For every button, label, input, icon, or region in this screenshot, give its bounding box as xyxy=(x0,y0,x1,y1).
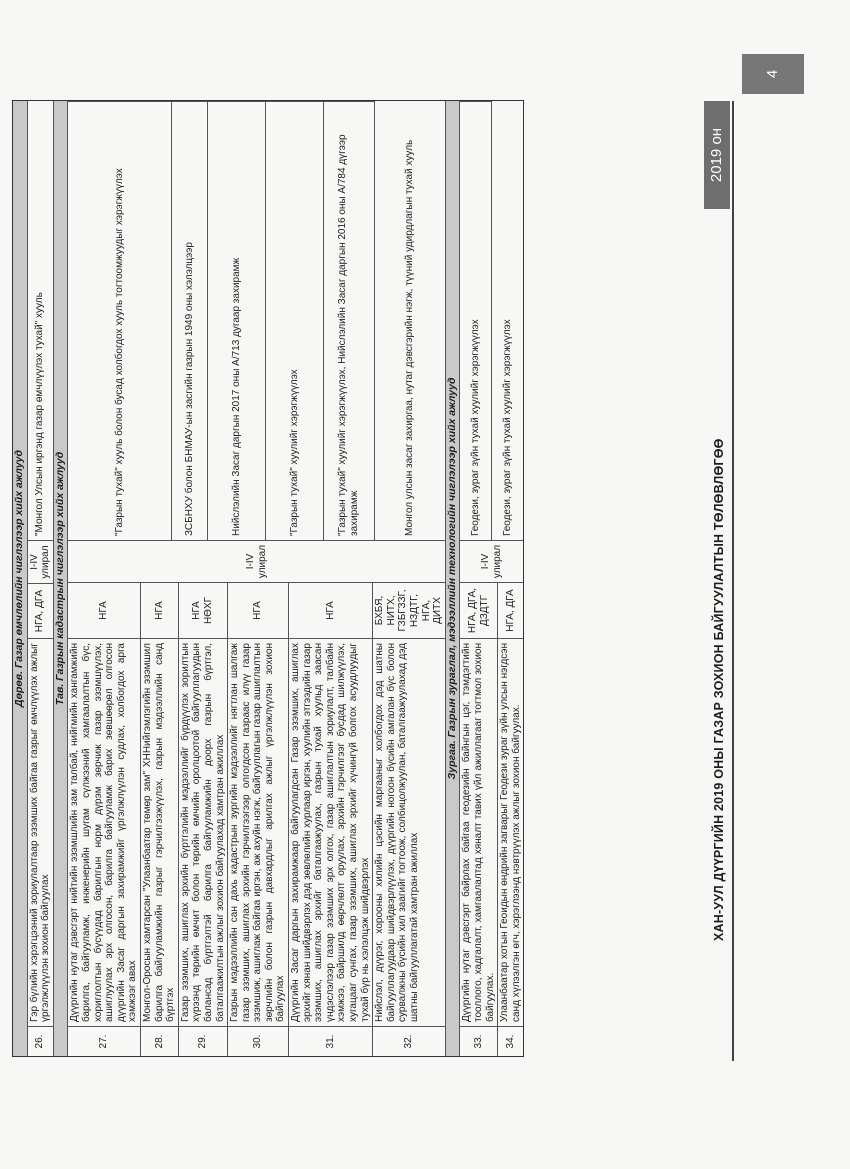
period: I-IV улирал xyxy=(28,540,53,583)
row-number: 27. xyxy=(68,1026,140,1056)
responsible-org: НГА xyxy=(324,601,336,620)
legal-basis: "Газрын тухай" хуулийг хэрэгжүүлэх xyxy=(266,101,324,540)
section-title-6: Зургаа. Газрын зураглал, мэдээллийн технологийн чиглэлээр хийх ажлууд xyxy=(446,101,460,1056)
responsible-org: НГА xyxy=(153,601,165,620)
table-row xyxy=(373,583,445,1056)
document-title: ХАН-УУЛ ДҮҮРГИЙН 2019 ОНЫ ГАЗАР ЗОХИОН БАЙГУУЛАЛТЫН ТӨЛӨВЛӨГӨӨ xyxy=(712,438,726,941)
table-row xyxy=(289,583,373,1056)
responsible-org: НГА xyxy=(98,601,110,620)
row-number: 34. xyxy=(498,1026,523,1056)
cadastre-block xyxy=(68,101,445,1056)
activity-text: Дүүргийн нутаг дэвсгэрт байрлах байгаа геодезийн байнгын цэг, тэмдэгтийн тооллого, хадгалалт, хамгаалалтад хяналт тавих үйл ажиллагааг тогтмол зохион байгуулах. xyxy=(460,638,497,1026)
responsible-org: НГА, ДГА xyxy=(504,589,516,632)
page-number: 4 xyxy=(742,54,804,94)
section-row xyxy=(13,101,28,1056)
activity-text: Улаанбаатар хотын Геоидын өндрийн загварыг Геодези зураг зүйн улсын нэгдсэн санд хүлээлгэн өгч, хэрэглээнд нэвтрүүлэх ажлыг зохион байгуулах. xyxy=(498,638,523,1026)
responsible-org: БХБЯ, НИТХ, ГЗБГЗЗГ, НЗДТГ, НГА, ДИТХ xyxy=(374,589,444,632)
activity-text: Газар эзэмших, ашиглах эрхийн бүртгэлийн мэдээллийг бүрдүүлэх зорилтын хүрээнд төрийн өмчит болон төрийн өмчийн оролцоотой байгууллагуудын балансад бүртгэлтэй барилга байгууламжийн доорх газрын бүртгэл, баталгаажилтын ажлыг зохион байгуулахад хамтран ажиллах xyxy=(179,638,227,1026)
legal-basis: "Монгол Улсын иргэнд газар өмчлүүлэх тухай" хууль xyxy=(34,292,46,536)
legal-basis: Монгол улсын засаг захиргаа, нутаг дэвсгэрийн нэгж, түүний удирдлагын тухай хууль xyxy=(403,139,415,536)
table-row xyxy=(498,583,523,1056)
table-row xyxy=(228,583,289,1056)
table-row xyxy=(68,583,141,1056)
row-number: 30. xyxy=(228,1026,288,1056)
legal-basis: "Газрын тухай" хууль болон бусад холбогдох хууль тогтоомжуудыг хэрэгжүүлэх xyxy=(68,101,172,540)
responsible-org: НГА, ДГА, ДЗДТГ xyxy=(467,587,490,634)
activity-text: Нийслэл, дүүрэг, хорооны хилийн цэсийн маргааныг холбогдох дэд шатны байгууллагуудаар шийдвэрлүүлэх, дүүргийн ногоон бүсийн амгалан бүс болон сурвалжны бүсийн хил заагийг тогтоож, солбицолжуулан, баталгаажуулахад дэд шатны байгууллагатай хамтран ажиллах xyxy=(373,638,445,1026)
section-row xyxy=(54,101,69,1056)
section-row xyxy=(446,101,461,1056)
header-rule xyxy=(732,101,734,1061)
row-number: 26. xyxy=(28,1026,53,1056)
table-row xyxy=(460,583,498,1056)
section-title-4: Дөрөв. Газар өмчлөлийн чиглэлээр хийх ажлууд xyxy=(13,101,27,1056)
responsible-org: НГА xyxy=(252,601,264,620)
table-row xyxy=(141,583,179,1056)
row-number: 31. xyxy=(289,1026,372,1056)
plan-table xyxy=(12,100,524,1057)
row-number: 29. xyxy=(179,1026,227,1056)
mapping-block xyxy=(460,101,523,1056)
legal-basis: "Газрын тухай" хуулийг хэрэгжүүлэх, Нийслэлийн Засаг даргын 2016 оны А/784 дүгээр захирамж xyxy=(324,101,374,540)
activity-text: Гэр бүлийн хэрэгцээний зориулалтаар эзэмших байгаа газрыг өмчлүүлэх ажлыг үргэлжлүүлэн зохион байгуулах xyxy=(28,638,53,1026)
section-title-5: Тав. Газрын кадастрын чиглэлээр хийх ажлууд xyxy=(54,101,68,1056)
table-row xyxy=(179,583,228,1056)
legal-basis: Нийслэлийн Засаг даргын 2017 оны А/713 дугаар захирамж xyxy=(208,101,266,540)
legal-basis: Геодези, зураг зүйн тухай хуулийг хэрэгжүүлэх xyxy=(502,319,514,536)
legal-basis: ЗСБНХУ болон БНМАУ-ын засгийн газрын 1949 оны хэлэлцээр xyxy=(172,101,208,540)
activity-text: Газрын мэдээллийн сан дахь кадастрын зургийн мэдээллийг нягтлан шалгаж газар эзэмших, ашиглах эрхийн гэрчилгээгээр олгогдсон газраас илүү газар эзэмшиж, ашиглаж байгаа иргэн, аж ахуйн нэгж, байгууллагын газар ашиглалтын зөрчлийн болон газрын давхардлыг арилгах ажлыг үргэлжлүүлэн зохион байгуулах xyxy=(228,638,288,1026)
row-number: 28. xyxy=(141,1026,178,1056)
activity-text: Дүүргийн нутаг дэвсгэрт нийтийн эзэмшлийн зам талбай, нийгмийн хангамжийн барилга, байгууламж, инженерийн шугам сүлжээний хамгаалалтын бүс, хориглолтын бүсүүдад барилгын норм дүрэм зөрчиж газар эзэмшүүлэх, ашиглуулах эрх олгосон, барилга байгууламж барих зөвшөөрөл олгосон дүүргийн Засаг даргын захирамжийг үргэлжлүүлэн судлах, холбогдох арга хэмжээг авах xyxy=(68,638,140,1026)
table-row xyxy=(28,101,54,1056)
activity-text: Монгол-Оросын хамтарсан "Улаанбаатар төмөр зам" ХННийгэмлэгийн эзэмшил барилга байгууламжийн газрыг гэрчилгээжүүлэх, газрын мэдээллийн санд бүртгэх xyxy=(141,638,178,1026)
row-number: 33. xyxy=(460,1026,497,1056)
row-number: 32. xyxy=(373,1026,445,1056)
running-header xyxy=(700,101,750,1061)
activity-text: Дүүргийн Засаг даргын захирамжаар байгуулагдсан Газар эзэмших, ашиглах эрхийг хянан шийдвэрлэх дэд зөвлөлийн хурлаар иргэн, хуулийн этгээдийн газар эзэмших, ашиглах эрхийг баталгаажуулах, газрын тухай хуульд заасан үндэслэлээр газар эзэмших эрх олгох, газар ашиглалтын зориулалт, талбайн хэмжээ, байршилд өөрчлөлт оруулах, эрхийн гэрчилгээг бусдад шилжүүлэх, хугацааг сунгах, газар эзэмших, ашиглах эрхийг хүчингүй болгох асуудлуудыг тухай бүр нь хэлэлцэж шийдвэрлэх xyxy=(289,638,372,1026)
responsible-org: НГА НӨХГ xyxy=(191,596,214,625)
period: I-IV улирал xyxy=(68,540,444,583)
legal-basis: Геодези, зураг зүйн тухай хуулийг хэрэгжүүлэх xyxy=(460,101,492,540)
period: I-IV улирал xyxy=(460,540,523,583)
year-badge: 2019 он xyxy=(704,101,730,209)
responsible-org: НГА, ДГА xyxy=(28,583,53,638)
